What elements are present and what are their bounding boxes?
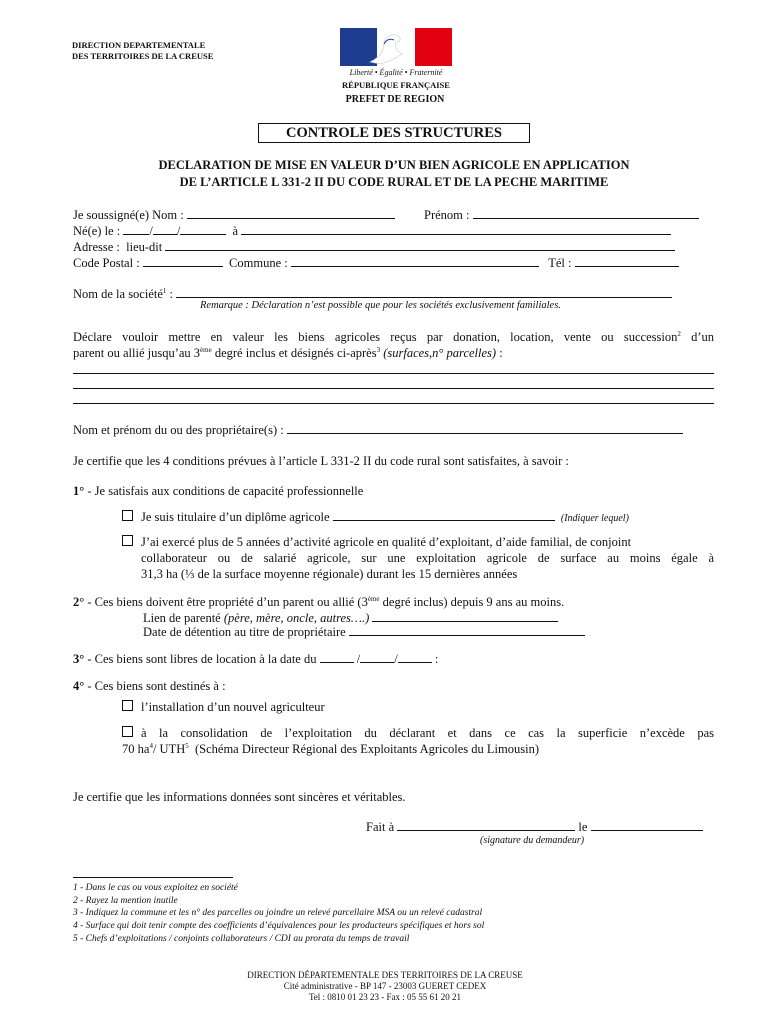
condition-number: 3° — [73, 652, 85, 666]
prefet-de-region: PREFET DE REGION — [345, 94, 445, 105]
commune-label: Commune : — [229, 256, 288, 270]
certify-info: Je certifie que les informations données sont sincères et véritables. — [73, 790, 406, 804]
remarque-note: Remarque : Déclaration n’est possible que pour les sociétés exclusivement familiales. — [200, 300, 561, 311]
option-text: 70 ha — [122, 742, 150, 756]
ne-label: Né(e) le : — [73, 224, 121, 238]
option-text: J’ai exercé plus de 5 années d’activité agricole en qualité d’exploitant, d’aide familial, de conjoint — [141, 535, 632, 549]
footer-line-3: Tel : 0810 01 23 23 - Fax : 05 55 61 20 21 — [308, 992, 462, 1002]
birth-day-field[interactable] — [123, 223, 149, 235]
declare-text-end: d’un — [691, 330, 715, 344]
superscript: ème — [367, 594, 380, 603]
proprietaires-label: Nom et prénom du ou des propriétaire(s) : — [73, 423, 284, 437]
option-text: l’installation d’un nouvel agriculteur — [141, 700, 325, 714]
condition-number: 1° — [73, 484, 85, 498]
biens-line-1[interactable] — [73, 373, 714, 374]
date-detention-row — [143, 624, 585, 640]
adresse-field[interactable] — [165, 239, 675, 251]
commune-field[interactable] — [291, 255, 539, 267]
date-detention-field[interactable] — [349, 624, 585, 636]
birthplace-label: à — [232, 224, 239, 238]
condition-1-option-2-line-2: collaborateur ou de salarié agricole, sur une exploitation agricole de surface au moins égale à — [141, 551, 714, 565]
condition-2 — [73, 594, 564, 610]
declare-text: Déclare vouloir mettre en valeur les biens agricoles reçus par donation, location, vente ou succession — [73, 330, 678, 344]
declare-text: parent ou allié jusqu’au 3 — [73, 346, 201, 360]
signature-label: (signature du demandeur) — [480, 835, 585, 846]
le-label: le — [578, 820, 588, 834]
footnote-2: 2 - Rayez la mention inutile — [73, 896, 178, 906]
condition-text: - Ces biens sont libres de location à la date du — [87, 652, 317, 666]
colon: : — [169, 287, 174, 301]
fait-a-field[interactable] — [397, 819, 575, 831]
societe-field[interactable] — [176, 286, 672, 298]
footer-line-1: DIRECTION DÉPARTEMENTALE DES TERRITOIRES DE LA CREUSE — [247, 970, 523, 980]
footnote-ref: 3 — [376, 345, 381, 354]
code-postal-label: Code Postal : — [73, 256, 140, 270]
footnote-3: 3 - Indiquez la commune et les n° des parcelles ou joindre un relevé parcellaire MSA ou un relevé cadastral — [73, 908, 483, 918]
date-separator: / — [149, 224, 153, 238]
footnote-ref: 2 — [677, 329, 681, 338]
condition-text: - Ces biens doivent être propriété d’un parent ou allié (3 — [87, 595, 368, 609]
birthplace-field[interactable] — [241, 223, 671, 235]
nom-label: Je soussigné(e) Nom : — [73, 208, 184, 222]
prenom-label: Prénom : — [424, 208, 470, 222]
consolidation-checkbox[interactable] — [122, 726, 133, 737]
colon: : — [499, 346, 503, 360]
condition-3 — [73, 651, 438, 667]
option-text: / UTH — [152, 742, 186, 756]
condition-text: - Ces biens sont destinés à : — [87, 679, 226, 693]
condition-1-option-2 — [122, 534, 631, 550]
diplome-checkbox[interactable] — [122, 510, 133, 521]
footnote-ref: 5 — [185, 741, 189, 750]
footnote-ref: 4 — [149, 741, 153, 750]
declare-line-2 — [73, 345, 503, 361]
tel-field[interactable] — [575, 255, 679, 267]
lien-field[interactable] — [372, 610, 558, 622]
cp-row — [73, 255, 679, 271]
libre-day-field[interactable] — [320, 651, 354, 663]
installation-checkbox[interactable] — [122, 700, 133, 711]
condition-1-option-1 — [122, 509, 629, 527]
societe-label: Nom de la société — [73, 287, 163, 301]
birth-year-field[interactable] — [180, 223, 226, 235]
code-postal-field[interactable] — [143, 255, 223, 267]
page-footer — [170, 970, 600, 1003]
date-separator: / — [394, 652, 398, 666]
option-text: Je suis titulaire d’un diplôme agricole — [141, 510, 330, 524]
lien-hint: (père, mère, oncle, autres….) — [223, 611, 370, 625]
footnote-ref: 1 — [162, 286, 167, 295]
nom-field[interactable] — [187, 207, 395, 219]
colon: : — [434, 652, 439, 666]
condition-number: 4° — [73, 679, 85, 693]
department-line-1: DIRECTION DEPARTEMENTALE — [72, 40, 206, 50]
biens-line-3[interactable] — [73, 403, 714, 404]
declare-italic: (surfaces,n° parcelles) — [383, 346, 497, 360]
footnote-divider — [73, 877, 233, 878]
option-text: (Schéma Directeur Régional des Exploitants Agricoles du Limousin) — [194, 742, 540, 756]
declare-text: degré inclus et désignés ci-après — [214, 346, 377, 360]
nom-row — [73, 207, 395, 223]
proprietaires-field[interactable] — [287, 422, 683, 434]
biens-line-2[interactable] — [73, 388, 714, 389]
marianne-logo — [340, 28, 452, 66]
condition-4-option-2-line-2 — [122, 741, 539, 757]
libre-year-field[interactable] — [398, 651, 432, 663]
declaration-title-line-2: DE L’ARTICLE L 331-2 II DU CODE RURAL ET DE LA PECHE MARITIME — [179, 175, 609, 189]
prenom-field[interactable] — [473, 207, 699, 219]
adresse-row — [73, 239, 675, 255]
footer-line-2: Cité administrative - BP 147 - 23003 GUERET CEDEX — [283, 981, 487, 991]
prenom-row — [424, 207, 699, 223]
birth-month-field[interactable] — [153, 223, 177, 235]
experience-checkbox[interactable] — [122, 535, 133, 546]
naissance-row — [73, 223, 671, 239]
declaration-title-line-1: DECLARATION DE MISE EN VALEUR D’UN BIEN AGRICOLE EN APPLICATION — [158, 158, 630, 172]
lien-label: Lien de parenté — [143, 611, 221, 625]
declare-line-1 — [73, 329, 714, 345]
option-text: à la consolidation de l’exploitation du déclarant et dans ce cas la superficie n’excède pas — [141, 726, 714, 740]
footnote-4: 4 - Surface qui doit tenir compte des coefficients d’équivalences pour les producteurs spécifiques et hors sol — [73, 921, 485, 931]
devise-text: Liberté • Égalité • Fraternité — [349, 68, 443, 77]
condition-text: degré inclus) depuis 9 ans au moins. — [382, 595, 565, 609]
document-title: CONTROLE DES STRUCTURES — [286, 125, 502, 141]
condition-4 — [73, 678, 226, 694]
condition-4-option-1 — [122, 699, 325, 715]
condition-text: - Je satisfais aux conditions de capacité professionnelle — [87, 484, 364, 498]
department-line-2: DES TERRITOIRES DE LA CREUSE — [72, 51, 214, 61]
footnote-5: 5 - Chefs d’exploitations / conjoints collaborateurs / CDI au prorata du temps de travail — [73, 934, 410, 944]
fait-a-label: Fait à — [366, 820, 395, 834]
lieudit-label: lieu-dit — [126, 240, 163, 254]
condition-4-option-2 — [122, 725, 714, 741]
option-hint: (Indiquer lequel) — [560, 513, 629, 524]
fait-row — [366, 819, 703, 835]
certify-conditions: Je certifie que les 4 conditions prévues à l’article L 331-2 II du code rural sont satisfaites, à savoir : — [73, 454, 569, 468]
declaration-title — [60, 157, 728, 191]
footnote-1: 1 - Dans le cas ou vous exploitez en société — [73, 883, 238, 893]
tel-label: Tél : — [548, 256, 572, 270]
condition-number: 2° — [73, 595, 85, 609]
date-detention-label: Date de détention au titre de propriétaire — [143, 625, 346, 639]
proprietaires-row — [73, 422, 683, 438]
libre-month-field[interactable] — [360, 651, 394, 663]
adresse-label: Adresse : — [73, 240, 120, 254]
date-signature-field[interactable] — [591, 819, 703, 831]
date-separator: / — [356, 652, 361, 666]
date-separator: / — [176, 224, 181, 238]
condition-1-option-2-line-3: 31,3 ha (⅓ de la surface moyenne régionale) durant les 15 dernières années — [141, 567, 518, 581]
republique-francaise: RÉPUBLIQUE FRANÇAISE — [342, 80, 450, 90]
superscript: ème — [200, 345, 212, 354]
department-header — [72, 40, 292, 62]
diplome-field[interactable] — [333, 509, 555, 521]
condition-1 — [73, 483, 363, 499]
document-title-box — [258, 123, 530, 143]
